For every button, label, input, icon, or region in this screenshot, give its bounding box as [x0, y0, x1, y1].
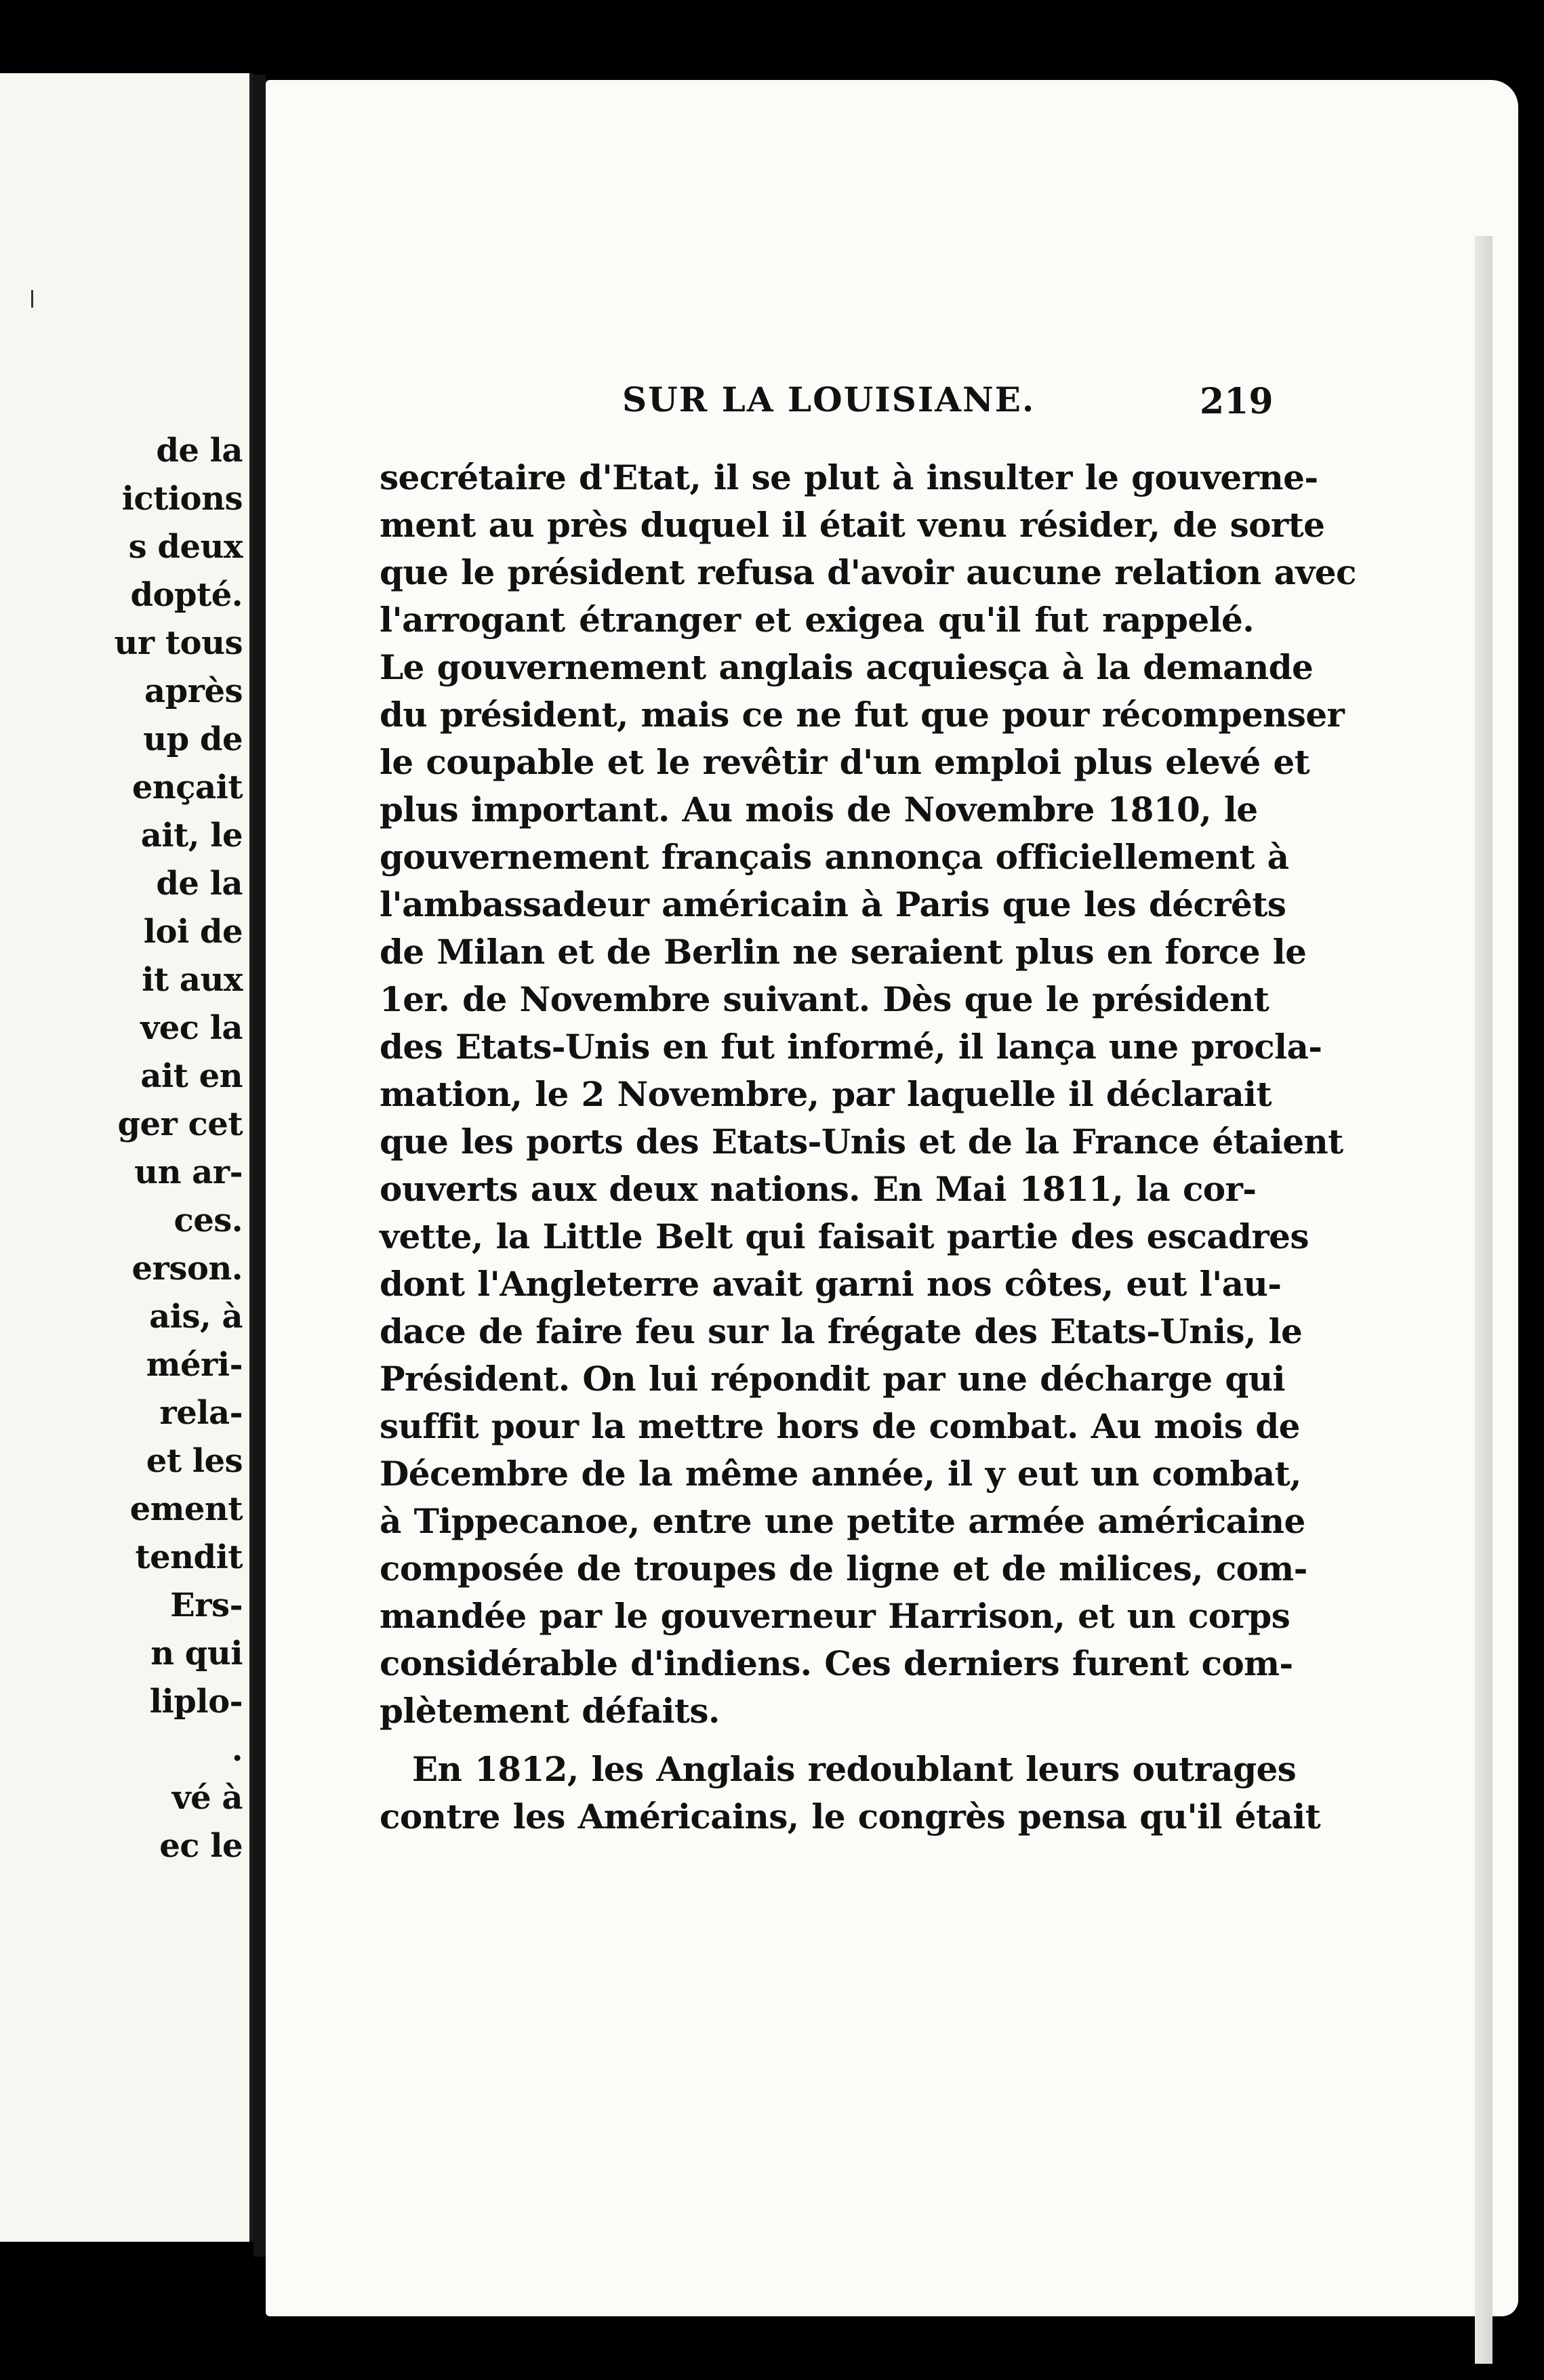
- left-line: dopté.: [130, 576, 243, 614]
- left-line: ec le: [159, 1827, 243, 1865]
- text-line: Président. On lui répondit par une décharge qui: [380, 1359, 1285, 1399]
- left-line: rela-: [159, 1394, 243, 1432]
- text-line: composée de troupes de ligne et de milices, com-: [380, 1548, 1307, 1588]
- text-line: le coupable et le revêtir d'un emploi plus elevé et: [380, 742, 1310, 782]
- left-line: méri-: [146, 1346, 243, 1384]
- text-line: que le président refusa d'avoir aucune relation avec: [380, 552, 1356, 592]
- text-line: dont l'Angleterre avait garni nos côtes, eut l'au-: [380, 1264, 1282, 1304]
- left-line: .: [231, 1731, 243, 1769]
- text-line: Décembre de la même année, il y eut un combat,: [380, 1454, 1301, 1494]
- text-line: de Milan et de Berlin ne seraient plus en force le: [380, 932, 1307, 972]
- left-line: après: [144, 672, 243, 710]
- text-line: du président, mais ce ne fut que pour récompenser: [380, 695, 1345, 735]
- left-page-text: [0, 427, 249, 1870]
- left-line: ces.: [174, 1202, 243, 1239]
- text-line: l'ambassadeur américain à Paris que les décrêts: [380, 884, 1286, 924]
- left-line: ençait: [131, 768, 243, 806]
- left-line: tendit: [135, 1538, 243, 1576]
- text-line: gouvernement français annonça officiellement à: [380, 837, 1289, 877]
- left-line: un ar-: [134, 1153, 243, 1191]
- text-line: l'arrogant étranger et exigea qu'il fut rappelé.: [380, 600, 1254, 640]
- text-line: que les ports des Etats-Unis et de la France étaient: [380, 1122, 1343, 1162]
- left-line: ais, à: [149, 1298, 243, 1336]
- left-line: Ers-: [170, 1586, 243, 1624]
- left-line: vec la: [140, 1009, 243, 1047]
- left-line: vé à: [171, 1779, 243, 1817]
- left-line: ait en: [140, 1057, 243, 1095]
- stray-mark: [31, 290, 33, 308]
- text-line: 1er. de Novembre suivant. Dès que le président: [380, 979, 1269, 1019]
- left-line: de la: [156, 432, 243, 470]
- left-line: ictions: [121, 480, 243, 518]
- text-line: plus important. Au mois de Novembre 1810, le: [380, 789, 1258, 829]
- left-line: erson.: [131, 1250, 243, 1288]
- text-line: ment au près duquel il était venu résider, de sorte: [380, 505, 1325, 545]
- page-number: 219: [1200, 381, 1274, 422]
- left-line: ement: [129, 1490, 243, 1528]
- page-edge-shadow: [1475, 236, 1492, 2364]
- left-line: s deux: [128, 528, 243, 566]
- left-line: it aux: [142, 961, 243, 999]
- text-line: Le gouvernement anglais acquiesça à la demande: [380, 647, 1314, 687]
- body-text: [380, 454, 1356, 1841]
- running-head: [0, 379, 1544, 427]
- left-line: liplo-: [149, 1683, 243, 1721]
- text-line: considérable d'indiens. Ces derniers furent com-: [380, 1643, 1293, 1683]
- left-line: loi de: [143, 913, 243, 951]
- text-line: dace de faire feu sur la frégate des Etats-Unis, le: [380, 1311, 1303, 1351]
- text-line: des Etats-Unis en fut informé, il lança une procla-: [380, 1027, 1322, 1067]
- text-line: secrétaire d'Etat, il se plut à insulter le gouverne-: [380, 457, 1318, 497]
- paragraph-end-line: plètement défaits.: [380, 1691, 720, 1731]
- left-line: ur tous: [114, 624, 243, 662]
- left-line: de la: [156, 865, 243, 903]
- text-line: vette, la Little Belt qui faisait partie des escadres: [380, 1216, 1309, 1256]
- text-line: ouverts aux deux nations. En Mai 1811, la cor-: [380, 1169, 1257, 1209]
- left-line: et les: [146, 1442, 243, 1480]
- left-line: n qui: [150, 1635, 243, 1673]
- text-line: mation, le 2 Novembre, par laquelle il déclarait: [380, 1074, 1272, 1114]
- left-line: up de: [143, 720, 243, 758]
- running-title: SUR LA LOUISIANE.: [622, 379, 1036, 419]
- paragraph-start-line: En 1812, les Anglais redoublant leurs outrages: [412, 1749, 1297, 1789]
- text-line: contre les Américains, le congrès pensa qu'il était: [380, 1797, 1321, 1837]
- left-line: ait, le: [140, 817, 243, 855]
- left-line: ger cet: [117, 1105, 243, 1143]
- text-line: mandée par le gouverneur Harrison, et un corps: [380, 1596, 1291, 1636]
- text-line: à Tippecanoe, entre une petite armée américaine: [380, 1501, 1305, 1541]
- text-line: suffit pour la mettre hors de combat. Au mois de: [380, 1406, 1300, 1446]
